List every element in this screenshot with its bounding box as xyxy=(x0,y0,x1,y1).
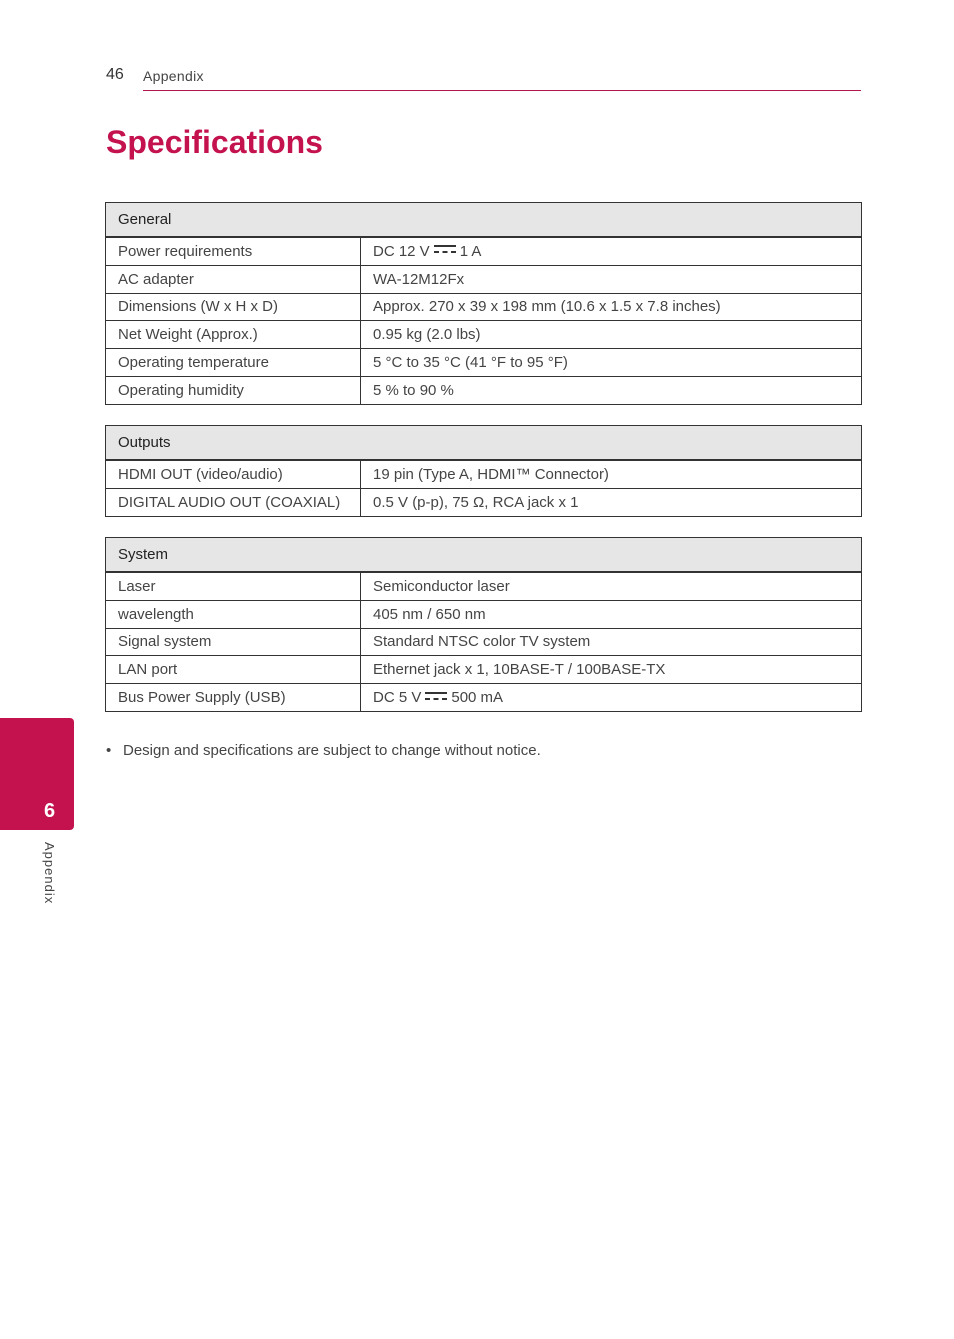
bullet-icon: • xyxy=(106,742,112,759)
table-heading: General xyxy=(106,203,862,238)
spec-value: 5 °C to 35 °C (41 °F to 95 °F) xyxy=(361,349,862,377)
spec-label: Net Weight (Approx.) xyxy=(106,321,361,349)
spec-label: Dimensions (W x H x D) xyxy=(106,293,361,321)
spec-value: Ethernet jack x 1, 10BASE-T / 100BASE-TX xyxy=(361,656,862,684)
spec-value-pre: DC 5 V xyxy=(373,689,422,707)
footnote xyxy=(106,742,541,759)
table-row xyxy=(106,321,862,349)
spec-value: 0.95 kg (2.0 lbs) xyxy=(361,321,862,349)
spec-label: DIGITAL AUDIO OUT (COAXIAL) xyxy=(106,488,361,516)
dc-current-icon xyxy=(425,692,447,701)
spec-label: Power requirements xyxy=(106,237,361,265)
footnote-text: Design and specifications are subject to change without notice. xyxy=(123,742,541,759)
table-row xyxy=(106,572,862,600)
chapter-tab xyxy=(0,718,74,830)
table-row xyxy=(106,684,862,712)
spec-value: WA-12M12Fx xyxy=(361,265,862,293)
table-row xyxy=(106,376,862,404)
spec-value: Standard NTSC color TV system xyxy=(361,628,862,656)
page-header xyxy=(106,64,861,92)
chapter-side-label: Appendix xyxy=(42,842,57,905)
chapter-number: 6 xyxy=(44,800,56,822)
spec-value-post: 1 A xyxy=(459,242,482,260)
spec-value: 0.5 V (p-p), 75 Ω, RCA jack x 1 xyxy=(361,488,862,516)
table-header-row xyxy=(106,426,862,461)
table-row xyxy=(106,600,862,628)
spec-value: 405 nm / 650 nm xyxy=(361,600,862,628)
table-row xyxy=(106,349,862,377)
table-row xyxy=(106,237,862,265)
spec-label: LAN port xyxy=(106,656,361,684)
spec-label: Operating temperature xyxy=(106,349,361,377)
spec-value: 5 % to 90 % xyxy=(361,376,862,404)
header-rule xyxy=(143,90,861,91)
table-heading: System xyxy=(106,538,862,573)
table-header-row xyxy=(106,538,862,573)
spec-value-post: 500 mA xyxy=(451,689,504,707)
table-row xyxy=(106,460,862,488)
page-title: Specifications xyxy=(106,124,323,160)
spec-label: Bus Power Supply (USB) xyxy=(106,684,361,712)
spec-label: Laser xyxy=(106,572,361,600)
spec-value xyxy=(361,684,862,712)
table-heading: Outputs xyxy=(106,426,862,461)
spec-table-system xyxy=(105,537,862,712)
table-row xyxy=(106,488,862,516)
spec-value: 19 pin (Type A, HDMI™ Connector) xyxy=(361,460,862,488)
table-row xyxy=(106,293,862,321)
header-section-name: Appendix xyxy=(143,68,204,84)
page-number: 46 xyxy=(106,66,124,83)
spec-table-outputs xyxy=(105,425,862,517)
table-row xyxy=(106,628,862,656)
table-header-row xyxy=(106,203,862,238)
spec-value xyxy=(361,237,862,265)
table-row xyxy=(106,656,862,684)
spec-label: wavelength xyxy=(106,600,361,628)
spec-value: Semiconductor laser xyxy=(361,572,862,600)
spec-value: Approx. 270 x 39 x 198 mm (10.6 x 1.5 x 7.8 inches) xyxy=(361,293,862,321)
spec-label: HDMI OUT (video/audio) xyxy=(106,460,361,488)
spec-value-pre: DC 12 V xyxy=(373,242,430,260)
spec-label: Signal system xyxy=(106,628,361,656)
dc-current-icon xyxy=(434,245,456,254)
spec-label: Operating humidity xyxy=(106,376,361,404)
table-row xyxy=(106,265,862,293)
spec-table-general xyxy=(105,202,862,405)
spec-label: AC adapter xyxy=(106,265,361,293)
